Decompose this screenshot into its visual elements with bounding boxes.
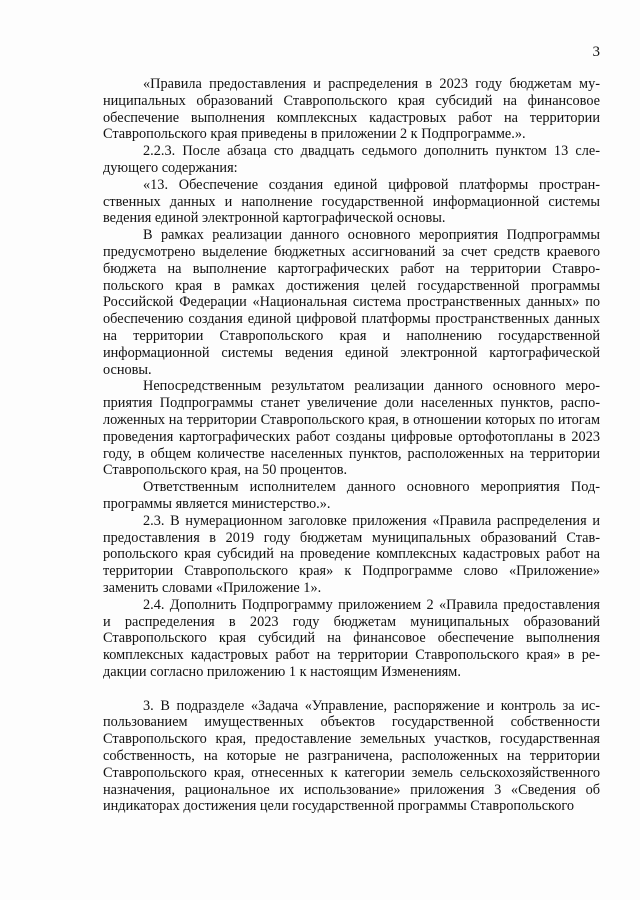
paragraph-budget-allocation: В рамках реализации данного основного мероприятия Подпрограммы предусмотрено выделение бюджетных ассигнований за счет средств краевого бюджета на выполнение картографических работ на территории Ставропольского края в рамках достижения целей государственной программы Российской Федерации «Национальная система пространственных данных» по обеспечению создания единой цифровой платформы пространственных данных на территории Ставропольского края и наполнению государственной информационной системы ведения единой электронной картографической основы. xyxy=(103,227,600,378)
paragraph-item-13: «13. Обеспечение создания единой цифровой платформы пространственных данных и наполнение государственной информационной системы ведения единой электронной картографической основы. xyxy=(103,176,600,227)
paragraph-2-3: 2.3. В нумерационном заголовке приложения «Правила распределения и предоставления в 2019 году бюджетам муниципальных образований Ставропольского края субсидий на проведение комплексных кадастровых работ на территории Ставропольского края» к Подпрограмме слово «Приложение» заменить словами «Приложение 1». xyxy=(103,512,600,596)
paragraph-rules-quote: «Правила предоставления и распределения в 2023 году бюджетам муниципальных образований Ставропольского края субсидий на финансовое обеспечение выполнения комплексных кадастровых работ на территории Ставропольского края приведены в приложении 2 к Подпрограмме.». xyxy=(103,76,600,143)
paragraph-2-4: 2.4. Дополнить Подпрограмму приложением 2 «Правила предоставления и распределения в 2023 году бюджетам муниципальных образований Ставропольского края субсидий на финансовое обеспечение выполнения комплексных кадастровых работ на территории Ставропольского края» в редакции согласно приложению 1 к настоящим Изменениям. xyxy=(103,596,600,680)
page-number: 3 xyxy=(592,44,600,60)
paragraph-direct-result: Непосредственным результатом реализации данного основного мероприятия Подпрограммы станет увеличение доли населенных пунктов, расположенных на территории Ставропольского края, в отношении которых по итогам проведения картографических работ созданы цифровые ортофотопланы в 2023 году, в общем количестве населенных пунктов, расположенных на территории Ставропольского края, на 50 процентов. xyxy=(103,378,600,479)
paragraph-3: 3. В подразделе «Задача «Управление, распоряжение и контроль за использованием имущественных объектов государственной собственности Ставропольского края, предоставление земельных участков, государственная собственность, на которые не разграничена, расположенных на территории Ставропольского края, отнесенных к категории земель сельскохозяйственного назначения, рациональное их использование» приложения 3 «Сведения об индикаторах достижения цели государственной программы Ставропольского xyxy=(103,697,600,815)
paragraph-2-2-3: 2.2.3. После абзаца сто двадцать седьмого дополнить пунктом 13 следующего содержания: xyxy=(103,143,600,176)
document-body xyxy=(103,76,600,815)
paragraph-responsible-executor: Ответственным исполнителем данного основного мероприятия Подпрограммы является министерство.». xyxy=(103,479,600,512)
